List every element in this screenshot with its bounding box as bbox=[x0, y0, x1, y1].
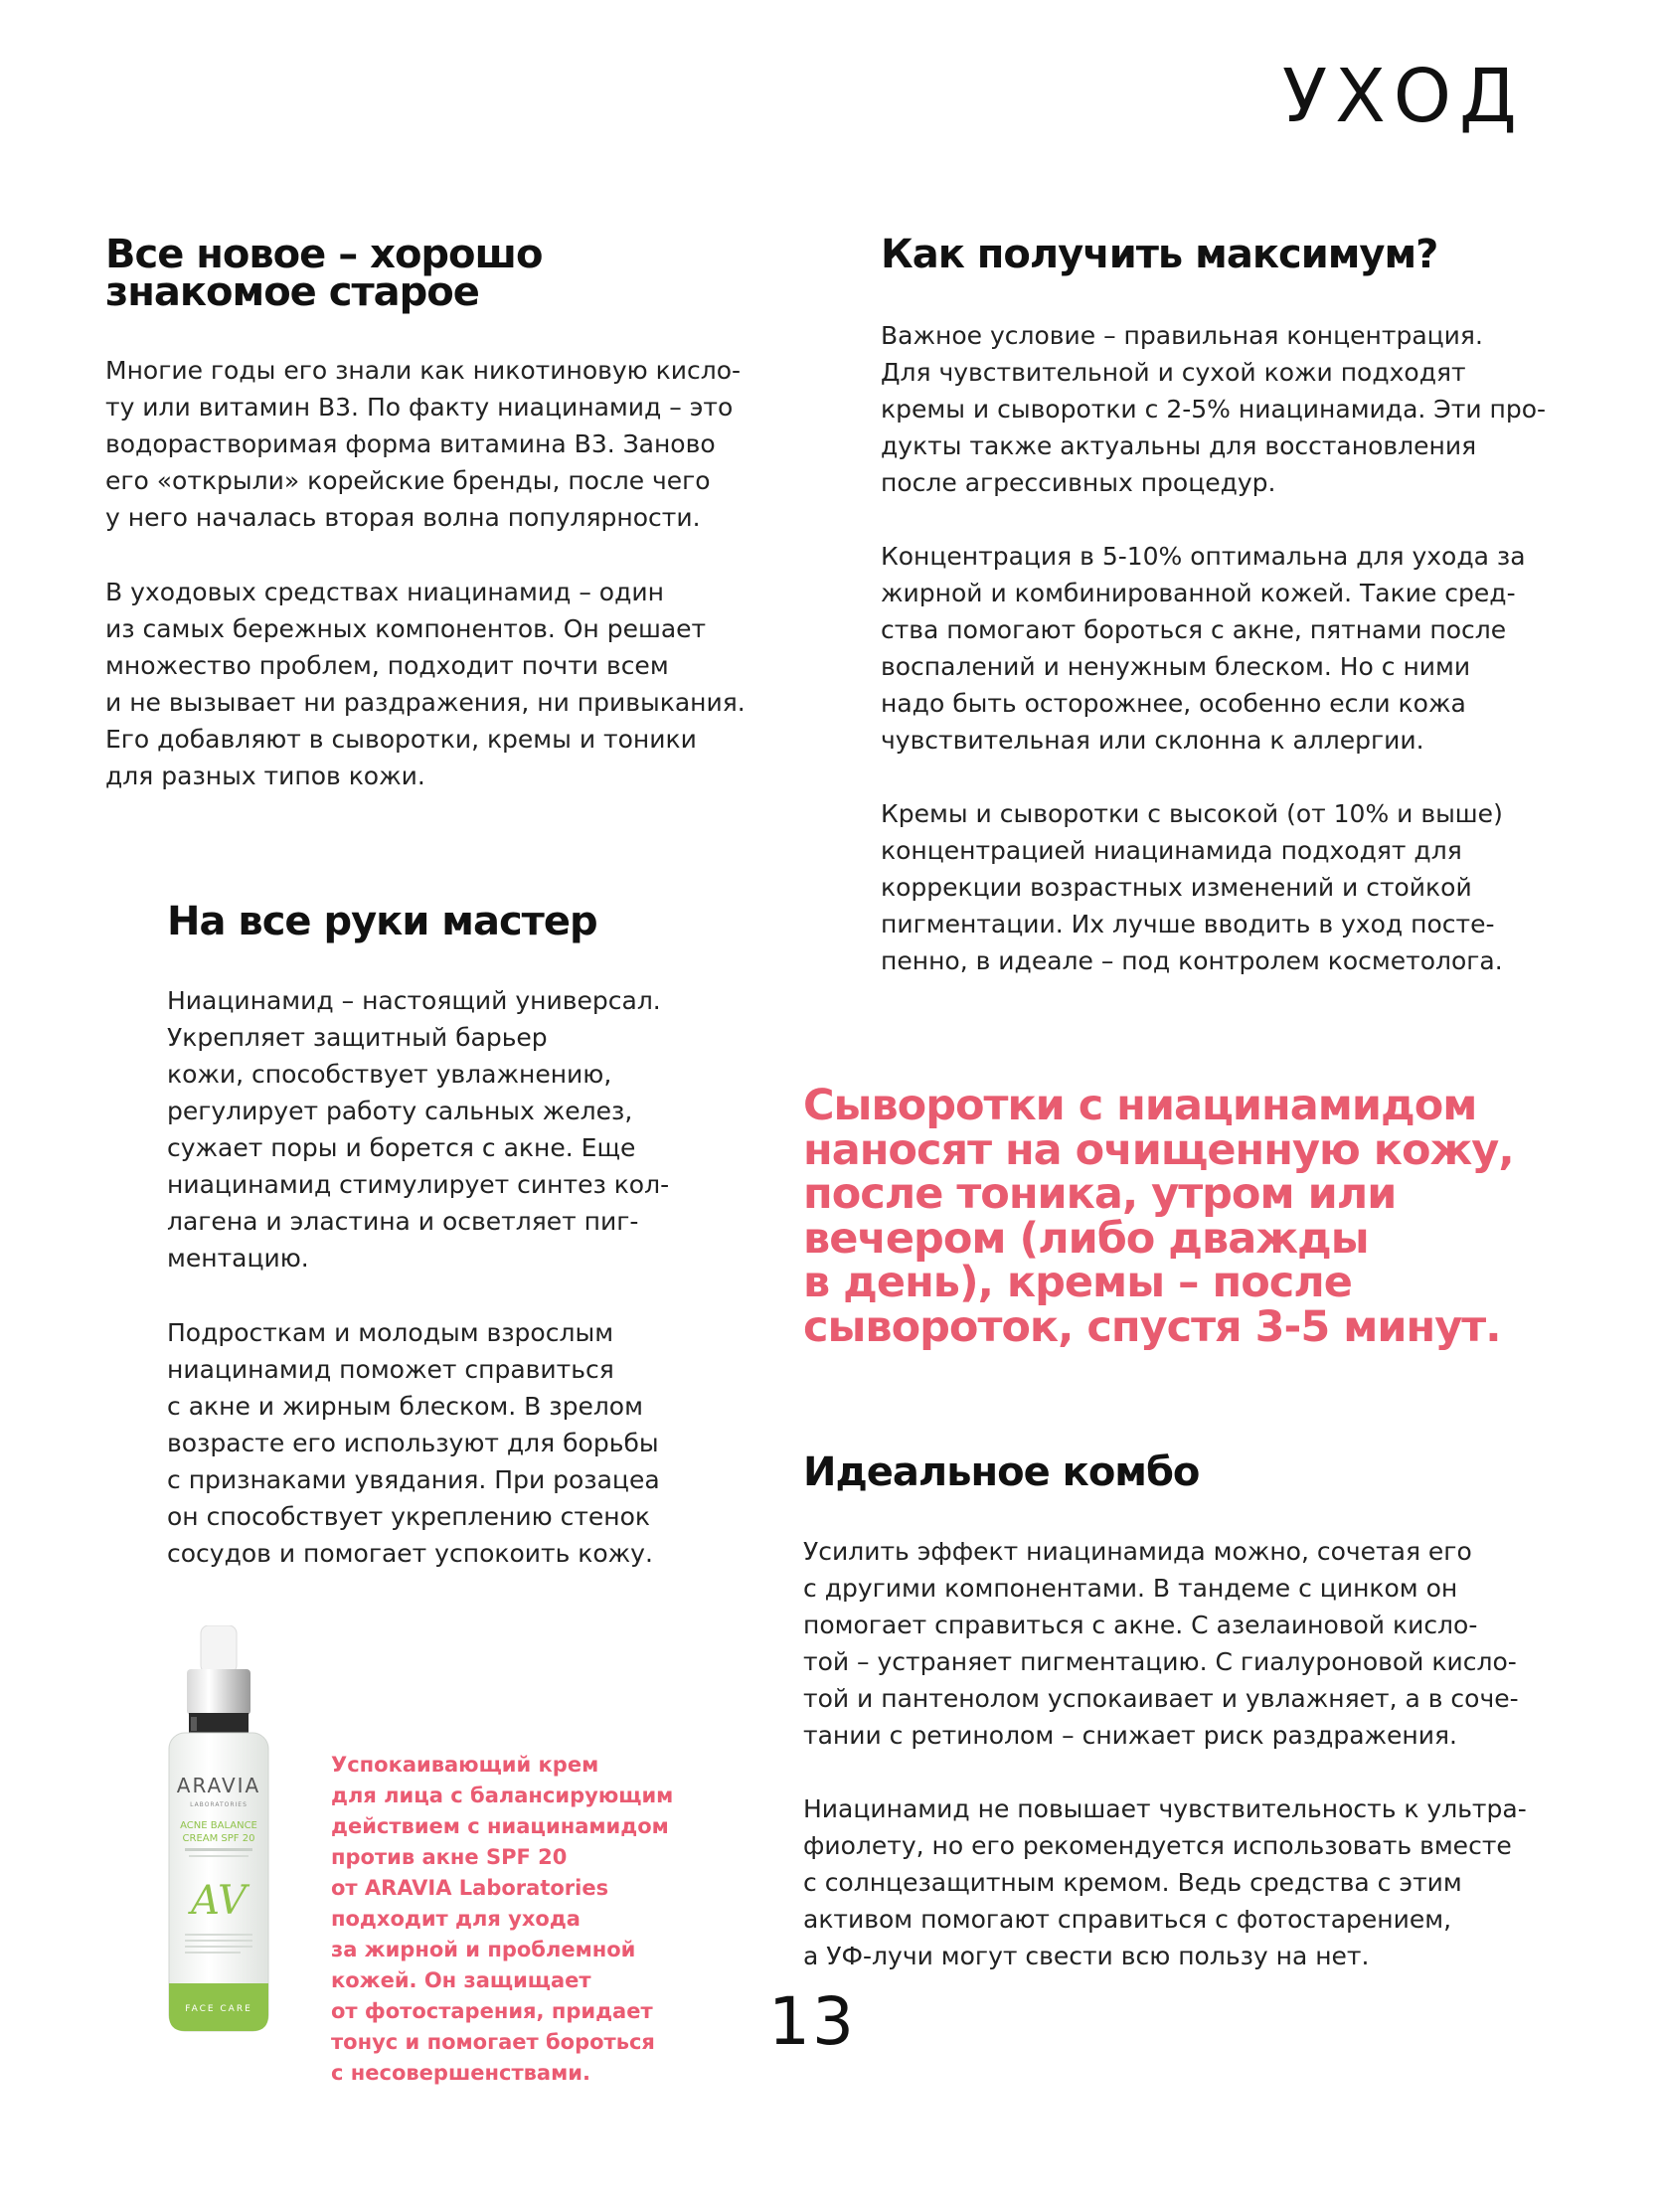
product-logo: AV bbox=[191, 1878, 247, 1924]
caption-line: тонус и помогает бороться bbox=[331, 2030, 655, 2054]
quote-line: наносят на очищенную кожу, bbox=[803, 1124, 1514, 1175]
text-line: Многие годы его знали как никотиновую кисло- bbox=[105, 356, 742, 385]
text-line: он способствует укреплению стенок bbox=[167, 1502, 651, 1531]
heading-line: знакомое старое bbox=[105, 269, 479, 315]
text-line: Усилить эффект ниацинамида можно, сочетая его bbox=[803, 1537, 1472, 1566]
pull-quote bbox=[803, 1081, 1514, 1352]
text-line: у него началась вторая волна популярности. bbox=[105, 503, 701, 532]
quote-line: в день), кремы – после bbox=[803, 1258, 1352, 1307]
text-line: лагена и эластина и осветляет пиг- bbox=[167, 1207, 639, 1236]
text-line: из самых бережных компонентов. Он решает bbox=[105, 614, 707, 643]
text-line: после агрессивных процедур. bbox=[881, 468, 1276, 497]
caption-line: действием с ниацинамидом bbox=[331, 1814, 669, 1838]
quote-line: вечером (либо дважды bbox=[803, 1213, 1369, 1264]
text-line: коррекции возрастных изменений и стойкой bbox=[881, 873, 1472, 902]
text-line: Концентрация в 5-10% оптимальна для ухода за bbox=[881, 542, 1526, 571]
text-line: с признаками увядания. При розацеа bbox=[167, 1465, 660, 1494]
text-line: его «открыли» корейские бренды, после чего bbox=[105, 466, 711, 495]
text-line: тании с ретинолом – снижает риск раздражения. bbox=[803, 1721, 1458, 1750]
product-caption bbox=[331, 1750, 673, 2089]
product-name-line: ACNE BALANCE bbox=[180, 1820, 257, 1831]
text-line: кремы и сыворотки с 2-5% ниацинамида. Эти про- bbox=[881, 395, 1547, 424]
paragraph-ages bbox=[167, 1314, 660, 1572]
text-line: той и пантенолом успокаивает и увлажняет, а в соче- bbox=[803, 1684, 1519, 1713]
heading-jack-of-all-trades: На все руки мастер bbox=[167, 899, 597, 944]
text-line: ства помогают бороться с акне, пятнами после bbox=[881, 615, 1507, 644]
paragraph-history bbox=[105, 352, 741, 536]
product-footer-label: FACE CARE bbox=[185, 2004, 252, 2014]
text-line: Подросткам и молодым взрослым bbox=[167, 1318, 614, 1347]
text-line: В уходовых средствах ниацинамид – один bbox=[105, 578, 664, 606]
product-brand: ARAVIA bbox=[176, 1774, 261, 1797]
paragraph-sunscreen bbox=[803, 1790, 1527, 1974]
paragraph-combinations bbox=[803, 1533, 1519, 1754]
product-brand-sub: LABORATORIES bbox=[190, 1801, 248, 1808]
text-line: Ниацинамид – настоящий универсал. bbox=[167, 986, 661, 1015]
text-line: фиолету, но его рекомендуется использовать вместе bbox=[803, 1831, 1512, 1860]
text-line: Для чувствительной и сухой кожи подходят bbox=[881, 358, 1466, 387]
text-line: активом помогают справиться с фотостарением, bbox=[803, 1905, 1452, 1934]
text-line: Укрепляет защитный барьер bbox=[167, 1023, 548, 1052]
text-line: для разных типов кожи. bbox=[105, 762, 425, 790]
text-line: ниацинамид поможет справиться bbox=[167, 1355, 614, 1384]
text-line: воспалений и ненужным блеском. Но с ними bbox=[881, 652, 1471, 681]
text-line: сужает поры и борется с акне. Еще bbox=[167, 1133, 636, 1162]
caption-line: для лица с балансирующим bbox=[331, 1784, 674, 1807]
heading-line: Все новое – хорошо bbox=[105, 232, 543, 277]
paragraph-high-concentration bbox=[881, 795, 1503, 979]
text-line: а УФ-лучи могут свести всю пользу на нет. bbox=[803, 1942, 1370, 1970]
text-line: ту или витамин В3. По факту ниацинамид – это bbox=[105, 393, 734, 422]
product-image-aravia-cream bbox=[139, 1625, 298, 2043]
text-line: концентрацией ниацинамида подходят для bbox=[881, 836, 1462, 865]
text-line: Его добавляют в сыворотки, кремы и тоники bbox=[105, 725, 697, 754]
caption-line: с несовершенствами. bbox=[331, 2061, 590, 2085]
page-number: 13 bbox=[768, 1983, 856, 2060]
paragraph-oily-skin bbox=[881, 538, 1526, 759]
text-line: Ниацинамид не повышает чувствительность к ультра- bbox=[803, 1794, 1527, 1823]
caption-line: подходит для ухода bbox=[331, 1907, 581, 1931]
text-line: той – устраняет пигментацию. С гиалуроновой кисло- bbox=[803, 1647, 1517, 1676]
text-line: водорастворимая форма витамина В3. Заново bbox=[105, 429, 716, 458]
paragraph-concentration bbox=[881, 317, 1546, 501]
paragraph-gentle bbox=[105, 574, 746, 794]
product-name-line: CREAM SPF 20 bbox=[182, 1833, 255, 1844]
text-line: множество проблем, подходит почти всем bbox=[105, 651, 669, 680]
text-line: ниацинамид стимулирует синтез кол- bbox=[167, 1170, 670, 1199]
text-line: жирной и комбинированной кожей. Такие сред- bbox=[881, 579, 1516, 607]
text-line: пигментации. Их лучше вводить в уход посте- bbox=[881, 910, 1495, 938]
caption-line: кожей. Он защищает bbox=[331, 1968, 591, 1992]
caption-line: за жирной и проблемной bbox=[331, 1938, 636, 1961]
caption-line: от фотостарения, придает bbox=[331, 1999, 653, 2023]
paragraph-universal bbox=[167, 982, 669, 1276]
caption-line: от ARAVIA Laboratories bbox=[331, 1876, 609, 1900]
caption-line: Успокаивающий крем bbox=[331, 1753, 599, 1777]
section-title: УХОД bbox=[1282, 54, 1525, 139]
text-line: регулирует работу сальных желез, bbox=[167, 1097, 633, 1125]
text-line: Важное условие – правильная концентрация. bbox=[881, 321, 1483, 350]
text-line: ментацию. bbox=[167, 1244, 309, 1273]
caption-line: против акне SPF 20 bbox=[331, 1845, 568, 1869]
text-line: и не вызывает ни раздражения, ни привыкания. bbox=[105, 688, 746, 717]
quote-line: Сыворотки с ниацинамидом bbox=[803, 1081, 1477, 1130]
quote-line: сывороток, спустя 3-5 минут. bbox=[803, 1301, 1501, 1352]
heading-all-new bbox=[105, 232, 543, 315]
text-line: с солнцезащитным кремом. Ведь средства с этим bbox=[803, 1868, 1462, 1897]
text-line: чувствительная или склонна к аллергии. bbox=[881, 726, 1424, 755]
text-line: пенно, в идеале – под контролем косметолога. bbox=[881, 946, 1503, 975]
text-line: дукты также актуальны для восстановления bbox=[881, 431, 1477, 460]
heading-get-maximum: Как получить максимум? bbox=[881, 232, 1438, 277]
text-line: помогает справиться с акне. С азелаиновой кисло- bbox=[803, 1611, 1478, 1639]
text-line: сосудов и помогает успокоить кожу. bbox=[167, 1539, 653, 1568]
heading-ideal-combo: Идеальное комбо bbox=[803, 1449, 1200, 1495]
text-line: с акне и жирным блеском. В зрелом bbox=[167, 1392, 643, 1421]
text-line: надо быть осторожнее, особенно если кожа bbox=[881, 689, 1466, 718]
text-line: возрасте его используют для борьбы bbox=[167, 1429, 659, 1457]
text-line: кожи, способствует увлажнению, bbox=[167, 1060, 612, 1089]
quote-line: после тоника, утром или bbox=[803, 1169, 1397, 1219]
text-line: Кремы и сыворотки с высокой (от 10% и выше) bbox=[881, 799, 1503, 828]
text-line: с другими компонентами. В тандеме с цинком он bbox=[803, 1574, 1458, 1603]
